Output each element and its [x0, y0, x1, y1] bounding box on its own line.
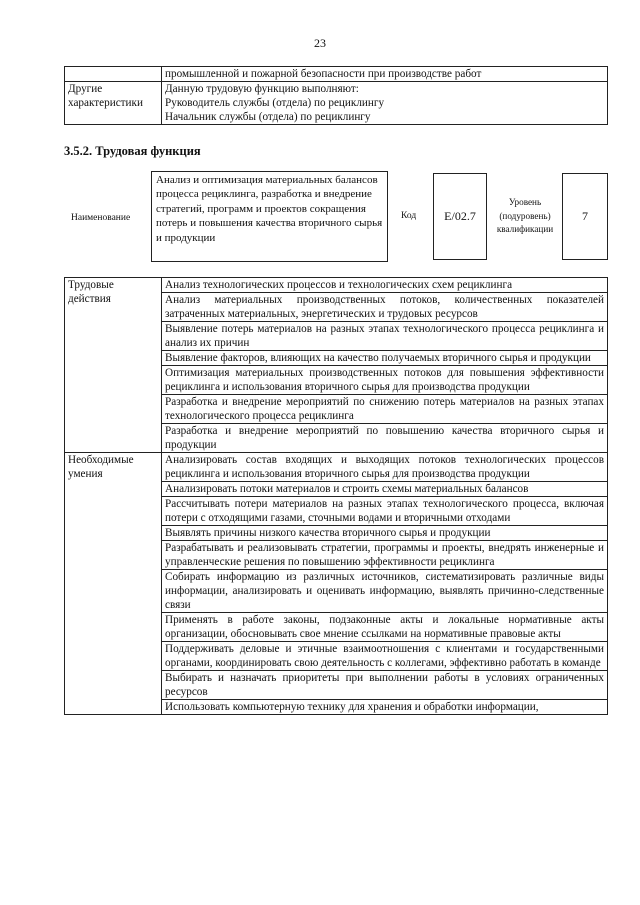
labor-action-item: Оптимизация материальных производственных потоков для повышения эффективности рециклинга и использования вторичного сырья для производства продукции — [162, 366, 608, 395]
name-label: Наименование — [71, 213, 131, 223]
function-details-table — [64, 277, 608, 715]
labor-action-item: Разработка и внедрение мероприятий по повышению качества вторичного сырья и продукции — [162, 424, 608, 453]
skill-item: Применять в работе законы, подзаконные акты и локальные нормативные акты организации, обосновывать свое мнение ссылками на нормативные правовые акты — [162, 613, 608, 642]
section-title: 3.5.2. Трудовая функция — [64, 144, 201, 158]
skill-item: Анализировать состав входящих и выходящих потоков технологических процессов рециклинга и использования вторичного сырья для производства продукции — [162, 453, 608, 482]
other-characteristics-table — [64, 66, 608, 125]
performers-heading: Данную трудовую функцию выполняют: — [165, 83, 359, 95]
performers-cell — [162, 82, 608, 125]
performer-position: Начальник службы (отдела) по рециклингу — [165, 111, 371, 123]
labor-action-item: Анализ технологических процессов и технологических схем рециклинга — [162, 278, 608, 293]
table-row — [65, 453, 608, 482]
skill-item: Разрабатывать и реализовывать стратегии, программы и проекты, внедрять инженерные и управленческие решения по повышению эффективности рециклинга — [162, 541, 608, 570]
code-label: Код — [401, 211, 417, 221]
labor-action-item: Анализ материальных производственных потоков, количественных показателей затраченных материальных, энергетических и трудовых ресурсов — [162, 293, 608, 322]
performer-position: Руководитель службы (отдела) по рециклингу — [165, 97, 385, 109]
labor-actions-label: Трудовые действия — [65, 278, 162, 453]
qualification-level-box: 7 — [562, 173, 608, 260]
labor-action-item: Выявление потерь материалов на разных этапах технологического процесса рециклинга и анализ их причин — [162, 322, 608, 351]
skill-item: Выявлять причины низкого качества вторичного сырья и продукции — [162, 526, 608, 541]
table-row — [65, 67, 608, 82]
skill-item: Рассчитывать потери материалов на разных этапах технологического процесса, включая потери с отходящими газами, сточными водами и вторичными отходами — [162, 497, 608, 526]
table-row — [65, 82, 608, 125]
skill-item: Собирать информацию из различных источников, систематизировать различные виды информации, анализировать и оценивать информацию, выявлять причинно-следственные связи — [162, 570, 608, 613]
function-name-box: Анализ и оптимизация материальных балансов процесса рециклинга, разработка и внедрение стратегий, программ и проектов сокращения потерь и повышения качества вторичного сырья и продукции — [151, 171, 388, 262]
qualification-level-label: Уровень (подуровень) квалификации — [496, 197, 554, 234]
table-row — [65, 278, 608, 293]
skill-item: Использовать компьютерную технику для хранения и обработки информации, — [162, 700, 608, 715]
page-number: 23 — [314, 36, 326, 50]
skill-item: Поддерживать деловые и этичные взаимоотношения с клиентами и государственными органами, координировать свою деятельность с коллегами, эффективно работать в команде — [162, 642, 608, 671]
skill-item: Выбирать и назначать приоритеты при выполнении работы в условиях ограниченных ресурсов — [162, 671, 608, 700]
skill-item: Анализировать потоки материалов и строить схемы материальных балансов — [162, 482, 608, 497]
other-characteristics-label: Другие характеристики — [65, 82, 162, 125]
required-skills-label: Необходимые умения — [65, 453, 162, 715]
table-cell — [65, 67, 162, 82]
labor-action-item: Выявление факторов, влияющих на качество получаемых вторичного сырья и продукции — [162, 351, 608, 366]
labor-action-item: Разработка и внедрение мероприятий по снижению потерь материалов на разных этапах технологического процесса рециклинга — [162, 395, 608, 424]
table-cell-text: промышленной и пожарной безопасности при производстве работ — [162, 67, 608, 82]
code-value-box: Е/02.7 — [433, 173, 487, 260]
